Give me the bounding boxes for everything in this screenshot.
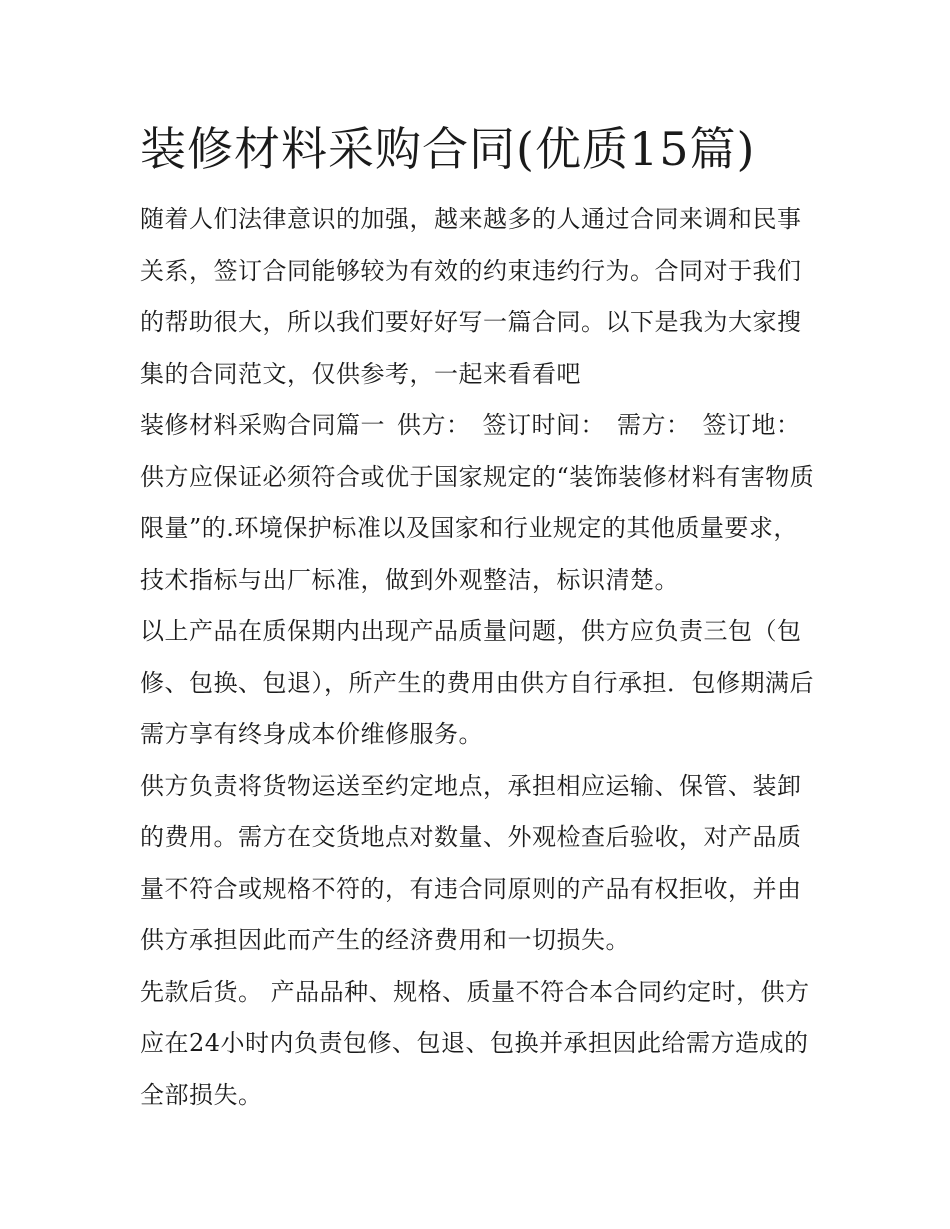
sign-place-label: 签订地： <box>702 411 801 439</box>
contract-meta-line <box>140 400 816 452</box>
document-page <box>140 118 816 1121</box>
supplier-label: 供方： <box>397 411 471 439</box>
document-title: 装修材料采购合同(优质15篇) <box>140 122 756 176</box>
payment-clause-paragraph: 先款后货。 产品品种、规格、质量不符合本合同约定时，供方应在24小时内负责包修、包退、包换并承担因此给需方造成的全部损失。 <box>140 977 810 1109</box>
quality-clause-paragraph: 供方应保证必须符合或优于国家规定的“装饰装修材料有害物质限量”的.环境保护标准以及国家和行业规定的其他质量要求，技术指标与出厂标准，做到外观整洁，标识清楚。 <box>140 462 815 594</box>
section-heading: 装修材料采购合同篇一 <box>140 411 385 439</box>
intro-paragraph: 随着人们法律意识的加强，越来越多的人通过合同来调和民事关系，签订合同能够较为有效的约束违约行为。合同对于我们的帮助很大，所以我们要好好写一篇合同。以下是我为大家搜集的合同范文，仅供参考，一起来看看吧 <box>140 205 802 388</box>
delivery-clause-paragraph: 供方负责将货物运送至约定地点，承担相应运输、保管、装卸的费用。需方在交货地点对数量、外观检查后验收，对产品质量不符合或规格不符的，有违合同原则的产品有权拒收，并由供方承担因此而产生的经济费用和一切损失。 <box>140 771 802 954</box>
buyer-label: 需方： <box>617 411 691 439</box>
warranty-clause-paragraph: 以上产品在质保期内出现产品质量问题，供方应负责三包（包修、包换、包退），所产生的费用由供方自行承担．包修期满后需方享有终身成本价维修服务。 <box>140 617 814 748</box>
sign-time-label: 签订时间： <box>482 411 605 439</box>
